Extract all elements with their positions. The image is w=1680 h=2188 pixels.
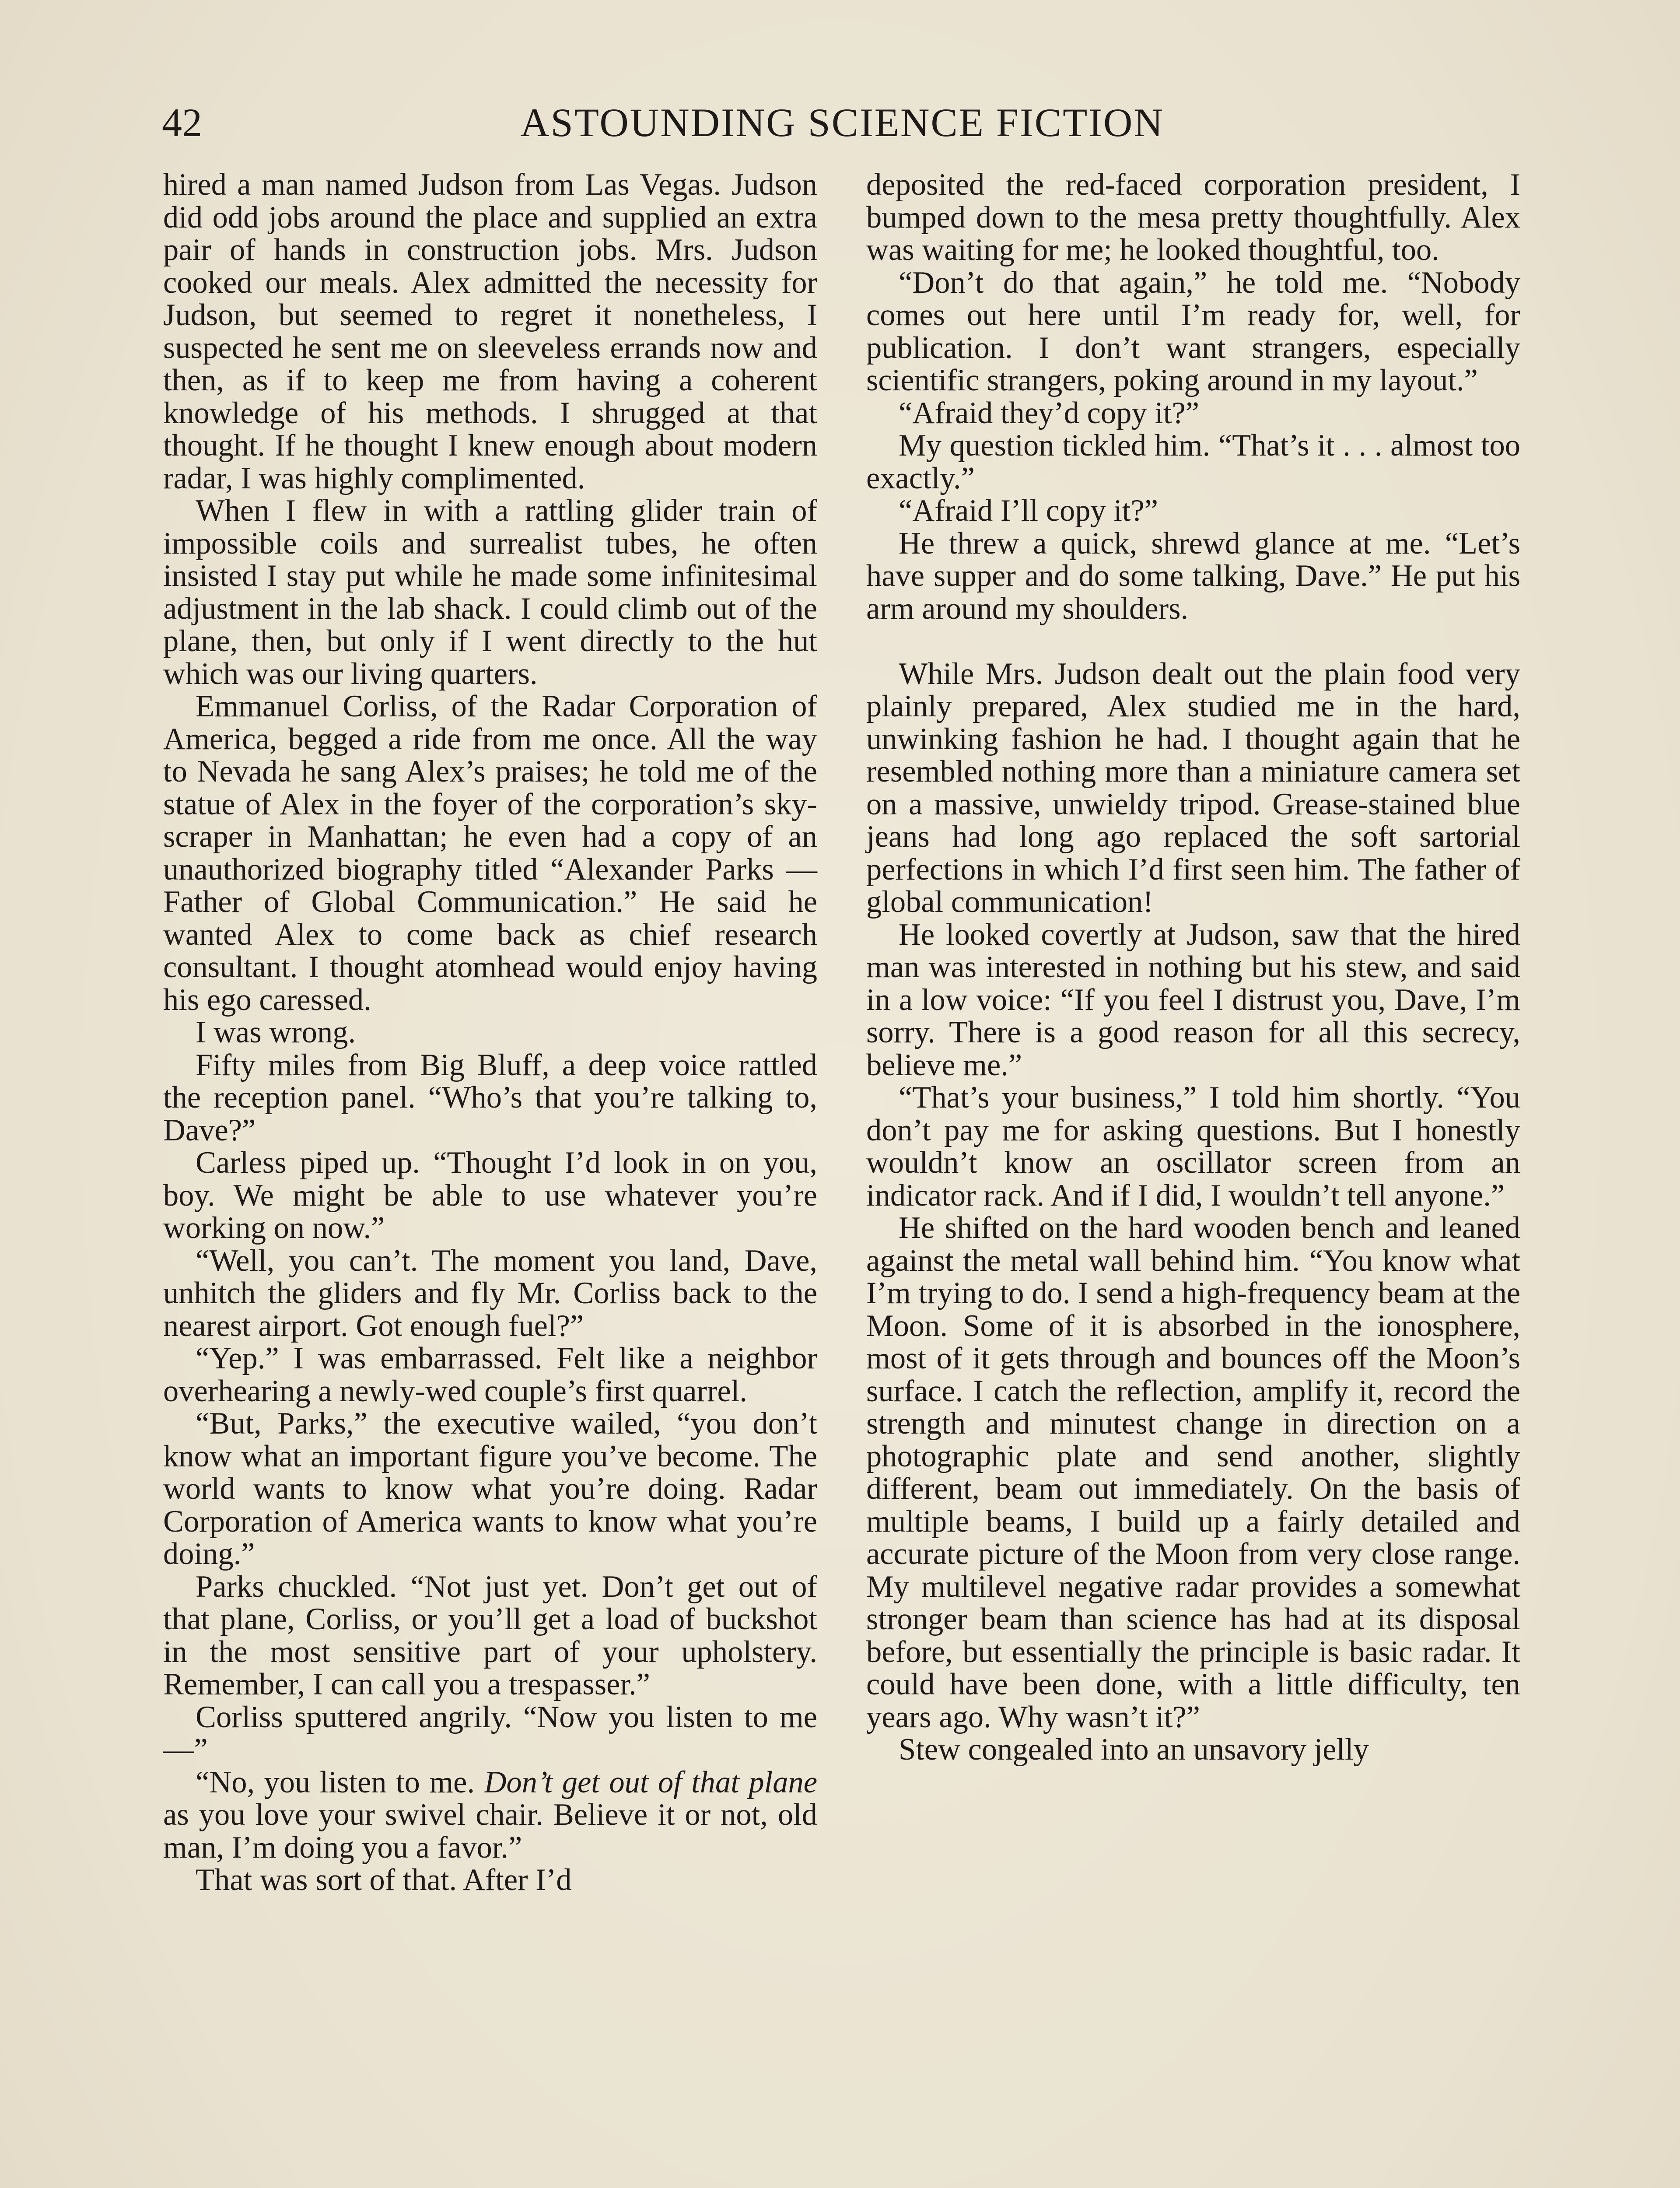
paragraph: “Yep.” I was embarrassed. Felt like a neighbor overhearing a newly-wed couple’s first quarrel. <box>163 1341 817 1408</box>
page-number: 42 <box>162 100 202 145</box>
running-head: ASTOUNDING SCIENCE FICTION <box>520 100 1164 145</box>
text-run: “No, you listen to me. <box>196 1765 484 1799</box>
paragraph: “Well, you can’t. The moment you land, Dave, unhitch the gliders and fly Mr. Corliss back to the nearest airport. Got enough fuel?” <box>163 1243 817 1343</box>
italic-text-run: Don’t get out of that plane <box>484 1765 817 1799</box>
paragraph-with-italics <box>163 1766 817 1864</box>
paragraph: “But, Parks,” the executive wailed, “you don’t know what an important figure you’ve become. The world wants to know what you’re doing. Radar Corporation of America wants to know what you’re doing.” <box>163 1406 817 1571</box>
paragraph: He threw a quick, shrewd glance at me. “Let’s have supper and do some talking, Dave.” He put his arm around my shoulders. <box>866 526 1520 626</box>
left-column <box>163 168 817 1897</box>
paragraph: Stew congealed into an unsavory jelly <box>899 1732 1369 1767</box>
paragraph: “Don’t do that again,” he told me. “Nobody comes out here until I’m ready for, well, for publication. I don’t want strangers, especially scientific strangers, poking around in my layout.” <box>866 265 1520 397</box>
paragraph: “That’s your business,” I told him shortly. “You don’t pay me for asking questions. But I honestly wouldn’t know an oscillator screen from an indicator rack. And if I did, I wouldn’t tell anyone.” <box>866 1080 1520 1213</box>
paragraph: Fifty miles from Big Bluff, a deep voice rattled the reception panel. “Who’s that you’re talking to, Dave?” <box>163 1048 817 1147</box>
text-run: as you love your swivel chair. Believe it or not, old man, I’m doing you a favor.” <box>163 1798 817 1865</box>
right-column <box>866 168 1520 1766</box>
paragraph: Corliss sputtered angrily. “Now you listen to me—” <box>163 1700 817 1767</box>
paragraph: I was wrong. <box>196 1015 356 1049</box>
paragraph: My question tickled him. “That’s it . . . almost too exactly.” <box>866 428 1520 495</box>
paragraph: When I flew in with a rattling glider train of impossible coils and surrealist tubes, he often insisted I stay put while he made some infinitesimal adjustment in the lab shack. I could climb out of the plane, then, but only if I went directly to the hut which was our living quarters. <box>163 494 817 691</box>
paragraph: “Afraid they’d copy it?” <box>899 396 1200 430</box>
paragraph: While Mrs. Judson dealt out the plain food very plainly prepared, Alex studied me in the hard, unwinking fashion he had. I thought again that he resembled nothing more than a miniature camera set on a massive, unwieldy tripod. Grease-stained blue jeans had long ago replaced the soft sartorial perfections in which I’d first seen him. The father of global communication! <box>866 656 1520 919</box>
paragraph: hired a man named Judson from Las Vegas. Judson did odd jobs around the place and supplied an extra pair of hands in construction jobs. Mrs. Judson cooked our meals. Alex admitted the necessity for Judson, but seemed to regret it nonetheless, I suspected he sent me on sleeveless errands now and then, as if to keep me from having a coherent knowledge of his methods. I shrugged at that thought. If he thought I knew enough about modern radar, I was highly complimented. <box>163 168 817 495</box>
paragraph: He looked covertly at Judson, saw that the hired man was interested in nothing but his stew, and said in a low voice: “If you feel I distrust you, Dave, I’m sorry. There is a good reason for all this secrecy, believe me.” <box>866 917 1520 1082</box>
paragraph: Carless piped up. “Thought I’d look in on you, boy. We might be able to use whatever you’re working on now.” <box>163 1146 817 1245</box>
paragraph: deposited the red-faced corporation president, I bumped down to the mesa pretty thoughtfully. Alex was waiting for me; he looked thoughtful, too. <box>866 168 1520 267</box>
paragraph: Parks chuckled. “Not just yet. Don’t get out of that plane, Corliss, or you’ll get a load of buckshot in the most sensitive part of your upholstery. Remember, I can call you a trespasser.” <box>163 1569 817 1701</box>
page-header <box>162 92 1522 153</box>
paragraph: Emmanuel Corliss, of the Radar Corporation of America, begged a ride from me once. All the way to Nevada he sang Alex’s praises; he told me of the statue of Alex in the foyer of the corporation’s sky-scraper in Manhattan; he even had a copy of an unauthorized biography titled “Alexander Parks — Father of Global Communication.” He said he wanted Alex to come back as chief research consultant. I thought atomhead would enjoy having his ego caressed. <box>163 689 817 1017</box>
paragraph: He shifted on the hard wooden bench and leaned against the metal wall behind him. “You know what I’m trying to do. I send a high-frequency beam at the Moon. Some of it is absorbed in the ionosphere, most of it gets through and bounces off the Moon’s surface. I catch the reflection, amplify it, record the strength and minutest change in direction on a photographic plate and send another, slightly different, beam out immediately. On the basis of multiple beams, I build up a fairly detailed and accurate picture of the Moon from very close range. My multilevel negative radar provides a somewhat stronger beam than science has had at its disposal before, but essentially the principle is basic radar. It could have been done, with a little difficulty, ten years ago. Why wasn’t it?” <box>866 1211 1520 1734</box>
paragraph: That was sort of that. After I’d <box>196 1863 572 1897</box>
paragraph: “Afraid I’ll copy it?” <box>899 494 1158 528</box>
